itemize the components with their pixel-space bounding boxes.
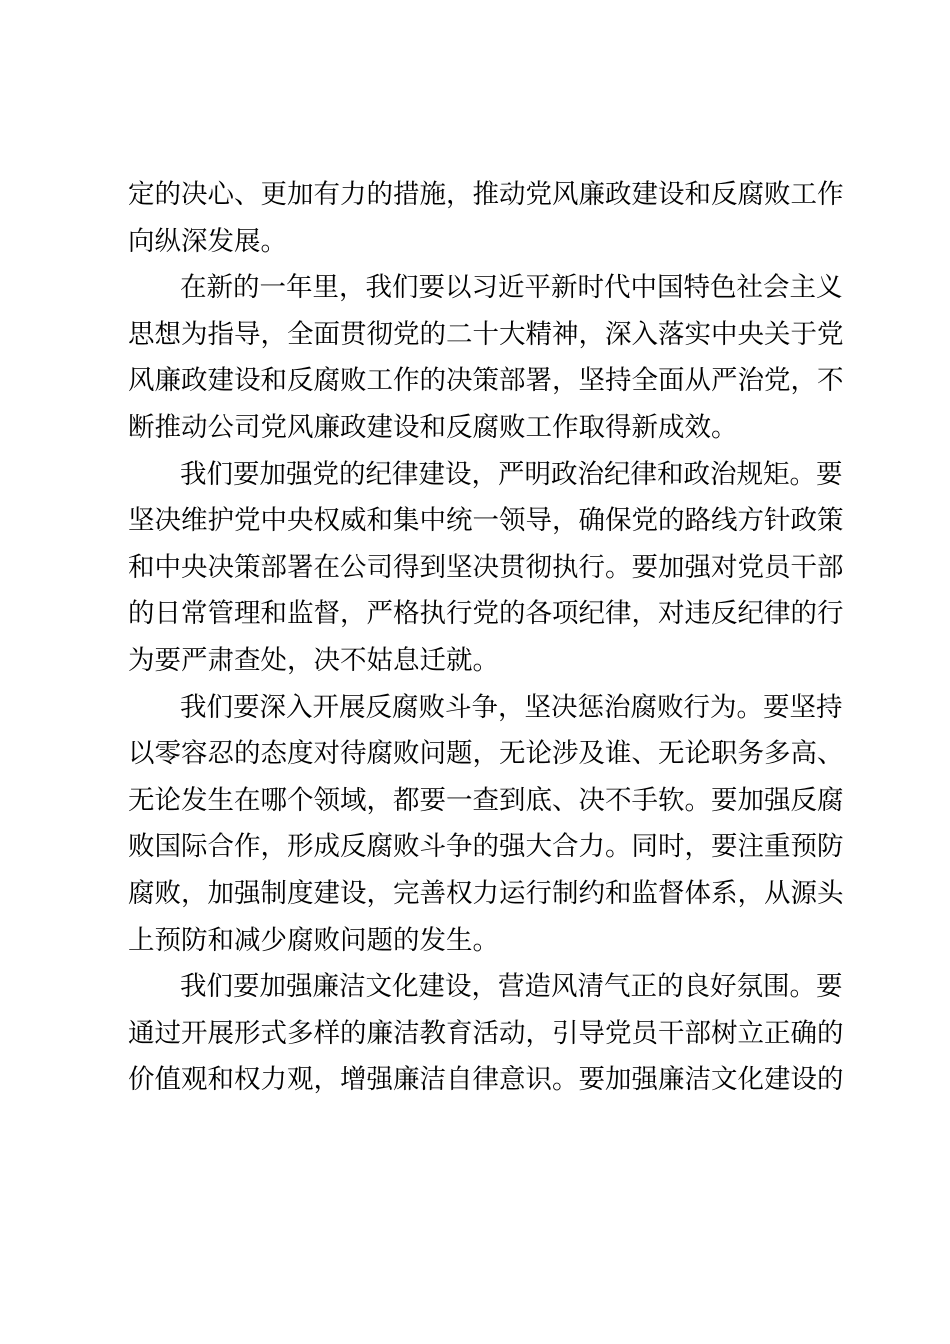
paragraph-first-line: 我们要加强党的纪律建设，严明政治纪律和政治规矩。要 xyxy=(180,458,843,490)
text-line: 通过开展形式多样的廉洁教育活动，引导党员干部树立正确的 xyxy=(128,1017,844,1049)
text-line: 断推动公司党风廉政建设和反腐败工作取得新成效。 xyxy=(128,411,738,443)
text-line: 的日常管理和监督，严格执行党的各项纪律，对违反纪律的行 xyxy=(128,598,844,630)
paragraph-first-line: 在新的一年里，我们要以习近平新时代中国特色社会主义 xyxy=(180,272,843,304)
text-line: 无论发生在哪个领域，都要一查到底、决不手软。要加强反腐 xyxy=(128,784,844,816)
paragraph-first-line: 我们要深入开展反腐败斗争，坚决惩治腐败行为。要坚持 xyxy=(180,691,843,723)
document-body xyxy=(128,172,844,1104)
text-line: 定的决心、更加有力的措施，推动党风廉政建设和反腐败工作 xyxy=(128,179,844,210)
text-line: 以零容忍的态度对待腐败问题，无论涉及谁、无论职务多高、 xyxy=(128,738,844,770)
text-line: 为要严肃查处，决不姑息迁就。 xyxy=(128,644,499,676)
text-line: 和中央决策部署在公司得到坚决贯彻执行。要加强对党员干部 xyxy=(128,551,844,583)
text-line: 思想为指导，全面贯彻党的二十大精神，深入落实中央关于党 xyxy=(128,318,844,350)
paragraph-first-line: 我们要加强廉洁文化建设，营造风清气正的良好氛围。要 xyxy=(180,971,843,1003)
text-line: 风廉政建设和反腐败工作的决策部署，坚持全面从严治党，不 xyxy=(128,365,844,397)
text-line: 上预防和减少腐败问题的发生。 xyxy=(128,924,499,956)
text-line: 价值观和权力观，增强廉洁自律意识。要加强廉洁文化建设的 xyxy=(128,1064,844,1096)
text-line: 败国际合作，形成反腐败斗争的强大合力。同时，要注重预防 xyxy=(128,831,844,863)
text-line: 腐败，加强制度建设，完善权力运行制约和监督体系，从源头 xyxy=(128,877,844,909)
text-line: 向纵深发展。 xyxy=(128,225,287,257)
text-line: 坚决维护党中央权威和集中统一领导，确保党的路线方针政策 xyxy=(128,505,844,537)
